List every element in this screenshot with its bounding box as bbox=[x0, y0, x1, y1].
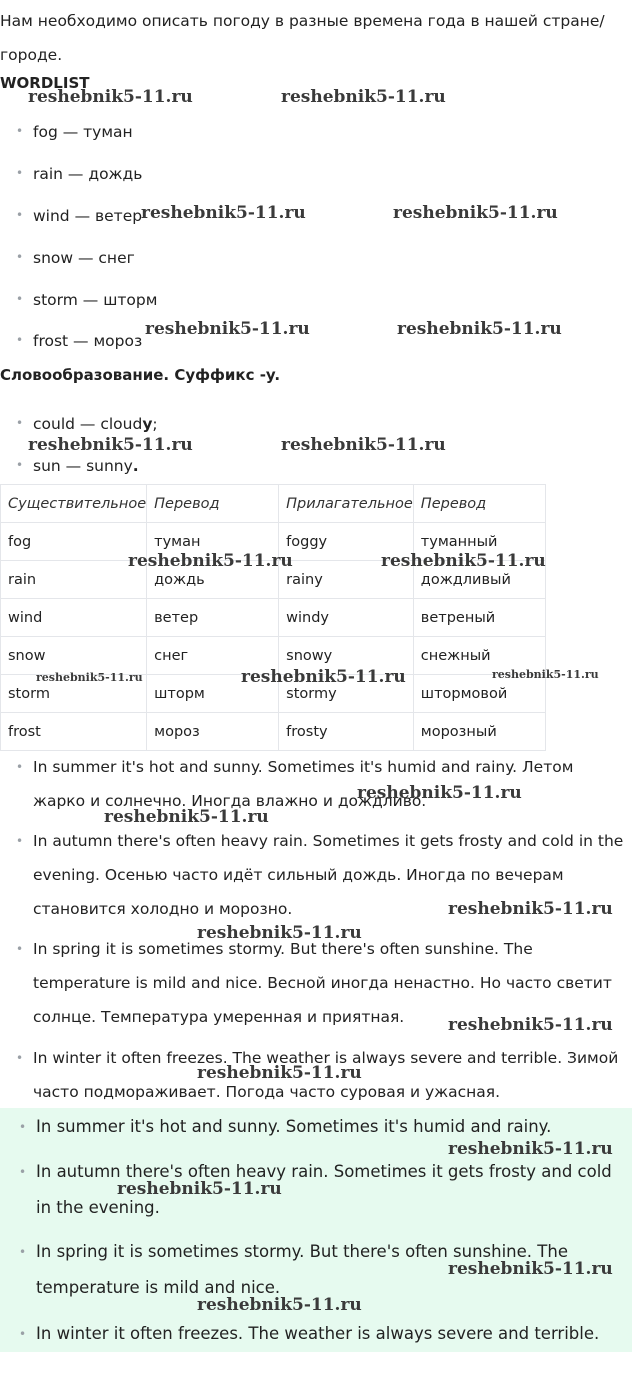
answer-item: • In autumn there's often heavy rain. Sometimes it gets frosty and cold in the evening. bbox=[36, 1154, 626, 1226]
table-row bbox=[1, 599, 546, 637]
table-cell: frosty bbox=[279, 713, 414, 751]
watermark: reshebnik5-11.ru bbox=[197, 1295, 362, 1315]
table-cell: fog bbox=[1, 523, 147, 561]
table-cell: ветреный bbox=[413, 599, 545, 637]
table-cell: туманный bbox=[413, 523, 545, 561]
table-cell: snowy bbox=[279, 637, 414, 675]
table-cell: rain bbox=[1, 561, 147, 599]
example-tail: ; bbox=[152, 415, 158, 433]
wordlist-heading: WORDLIST bbox=[0, 74, 90, 92]
translation-item: • In spring it is sometimes stormy. But there's often sunshine. The temperature is mild and nice. Весной иногда ненастно. Но часто светит солнце. Температура умеренная и приятная. bbox=[33, 932, 628, 1034]
table-header: Прилагательное bbox=[279, 485, 414, 523]
table-header-row bbox=[1, 485, 546, 523]
wordlist-item: • rain — дождь bbox=[33, 165, 142, 183]
example-text: sun — sunny bbox=[33, 457, 133, 475]
table-cell: шторм bbox=[147, 675, 279, 713]
table-cell: foggy bbox=[279, 523, 414, 561]
watermark: reshebnik5-11.ru bbox=[357, 783, 522, 803]
suffix-heading: Словообразование. Суффикс -y. bbox=[0, 366, 281, 384]
suffix-highlight: y bbox=[142, 415, 153, 433]
suffix-example bbox=[33, 415, 158, 433]
watermark: reshebnik5-11.ru bbox=[393, 203, 558, 223]
watermark: reshebnik5-11.ru bbox=[197, 1063, 362, 1083]
example-text: could — cloud bbox=[33, 415, 143, 433]
watermark: reshebnik5-11.ru bbox=[128, 551, 293, 571]
watermark: reshebnik5-11.ru bbox=[448, 899, 613, 919]
table-cell: rainy bbox=[279, 561, 414, 599]
answer-item: • In spring it is sometimes stormy. But there's often sunshine. The temperature is mild and nice. bbox=[36, 1234, 626, 1306]
answer-item: • In summer it's hot and sunny. Sometimes it's humid and rainy. bbox=[36, 1109, 626, 1145]
table-cell: wind bbox=[1, 599, 147, 637]
wordlist-item: • fog — туман bbox=[33, 123, 133, 141]
watermark: reshebnik5-11.ru bbox=[28, 87, 193, 107]
watermark: reshebnik5-11.ru bbox=[117, 1179, 282, 1199]
watermark: reshebnik5-11.ru bbox=[281, 435, 446, 455]
table-cell: windy bbox=[279, 599, 414, 637]
watermark: reshebnik5-11.ru bbox=[197, 923, 362, 943]
answer-item: • In winter it often freezes. The weather is always severe and terrible. bbox=[36, 1316, 626, 1352]
table-header: Перевод bbox=[147, 485, 279, 523]
table-cell: штормовой bbox=[413, 675, 545, 713]
table-header: Существительное bbox=[1, 485, 147, 523]
watermark: reshebnik5-11.ru bbox=[141, 203, 306, 223]
table-cell: туман bbox=[147, 523, 279, 561]
watermark: reshebnik5-11.ru bbox=[104, 807, 269, 827]
table-cell: ветер bbox=[147, 599, 279, 637]
wordlist-item: • storm — шторм bbox=[33, 291, 157, 309]
table-cell: storm bbox=[1, 675, 147, 713]
translation-item: • In autumn there's often heavy rain. Sometimes it gets frosty and cold in the evening. Осенью часто идёт сильный дождь. Иногда по вечерам становится холодно и морозно. bbox=[33, 824, 628, 926]
watermark: reshebnik5-11.ru bbox=[381, 551, 546, 571]
table-cell: морозный bbox=[413, 713, 545, 751]
table-cell: дождливый bbox=[413, 561, 545, 599]
watermark: reshebnik5-11.ru bbox=[448, 1015, 613, 1035]
wordlist-item: • snow — снег bbox=[33, 249, 135, 267]
table-cell: snow bbox=[1, 637, 147, 675]
table-cell: дождь bbox=[147, 561, 279, 599]
watermark: reshebnik5-11.ru bbox=[281, 87, 446, 107]
watermark: reshebnik5-11.ru bbox=[241, 667, 406, 687]
wordlist-item: • frost — мороз bbox=[33, 332, 142, 350]
watermark: reshebnik5-11.ru bbox=[448, 1259, 613, 1279]
example-tail: . bbox=[132, 457, 139, 475]
watermark: reshebnik5-11.ru bbox=[36, 671, 143, 684]
translation-item: • In winter it often freezes. The weather is always severe and terrible. Зимой часто подмораживает. Погода часто суровая и ужасная. bbox=[33, 1041, 628, 1109]
translation-item: • In summer it's hot and sunny. Sometimes it's humid and rainy. Летом жарко и солнечно. Иногда влажно и дождливо. bbox=[33, 750, 628, 818]
table-header: Перевод bbox=[413, 485, 545, 523]
intro-text: Нам необходимо описать погоду в разные времена года в нашей стране/городе. bbox=[0, 12, 605, 64]
table-cell: мороз bbox=[147, 713, 279, 751]
table-row bbox=[1, 713, 546, 751]
table-cell: снег bbox=[147, 637, 279, 675]
table-cell: снежный bbox=[413, 637, 545, 675]
watermark: reshebnik5-11.ru bbox=[397, 319, 562, 339]
watermark: reshebnik5-11.ru bbox=[448, 1139, 613, 1159]
watermark: reshebnik5-11.ru bbox=[492, 668, 599, 681]
word-formation-table bbox=[0, 484, 546, 751]
table-cell: stormy bbox=[279, 675, 414, 713]
table-cell: frost bbox=[1, 713, 147, 751]
watermark: reshebnik5-11.ru bbox=[145, 319, 310, 339]
watermark: reshebnik5-11.ru bbox=[28, 435, 193, 455]
wordlist-item: • wind — ветер bbox=[33, 207, 142, 225]
suffix-example bbox=[33, 457, 139, 475]
